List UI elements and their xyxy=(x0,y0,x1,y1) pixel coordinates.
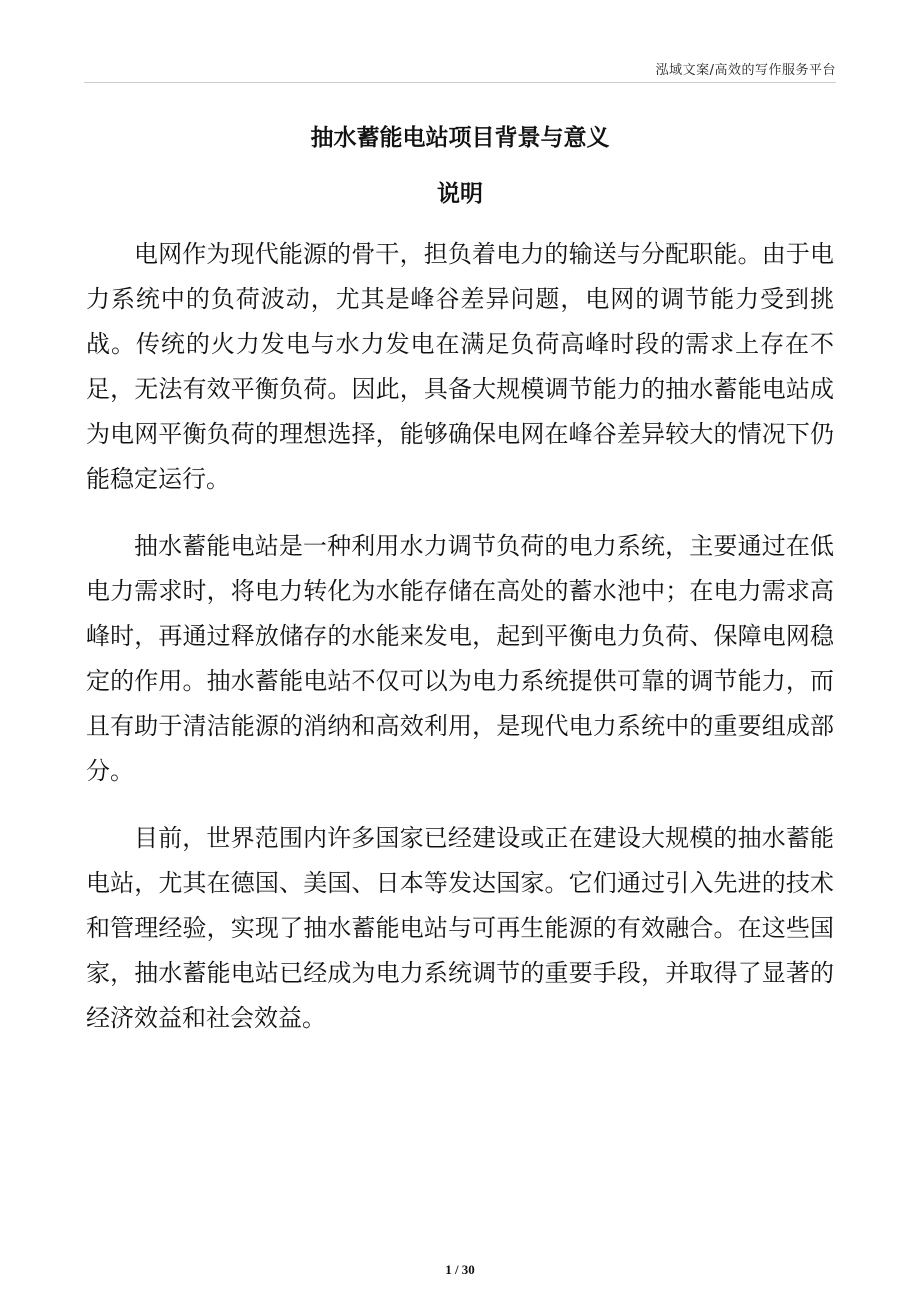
document-title: 抽水蓄能电站项目背景与意义 xyxy=(310,125,610,151)
document-subtitle: 说明 xyxy=(437,181,483,207)
document-body xyxy=(86,232,834,1063)
page-header-text: 泓域文案/高效的写作服务平台 xyxy=(655,63,836,78)
page-number: 1 / 30 xyxy=(445,1262,475,1277)
body-paragraph-3: 目前，世界范围内许多国家已经建设或正在建设大规模的抽水蓄能电站，尤其在德国、美国、日本等发达国家。它们通过引入先进的技术和管理经验，实现了抽水蓄能电站与可再生能源的有效融合。在这些国家，抽水蓄能电站已经成为电力系统调节的重要手段，并取得了显著的经济效益和社会效益。 xyxy=(86,824,834,1032)
header-divider xyxy=(84,82,836,83)
body-paragraph-1: 电网作为现代能源的骨干，担负着电力的输送与分配职能。由于电力系统中的负荷波动，尤其是峰谷差异问题，电网的调节能力受到挑战。传统的火力发电与水力发电在满足负荷高峰时段的需求上存在不足，无法有效平衡负荷。因此，具备大规模调节能力的抽水蓄能电站成为电网平衡负荷的理想选择，能够确保电网在峰谷差异较大的情况下仍能稳定运行。 xyxy=(86,240,834,493)
body-paragraph-2: 抽水蓄能电站是一种利用水力调节负荷的电力系统，主要通过在低电力需求时，将电力转化为水能存储在高处的蓄水池中；在电力需求高峰时，再通过释放储存的水能来发电，起到平衡电力负荷、保障电网稳定的作用。抽水蓄能电站不仅可以为电力系统提供可靠的调节能力，而且有助于清洁能源的消纳和高效利用，是现代电力系统中的重要组成部分。 xyxy=(86,532,834,785)
